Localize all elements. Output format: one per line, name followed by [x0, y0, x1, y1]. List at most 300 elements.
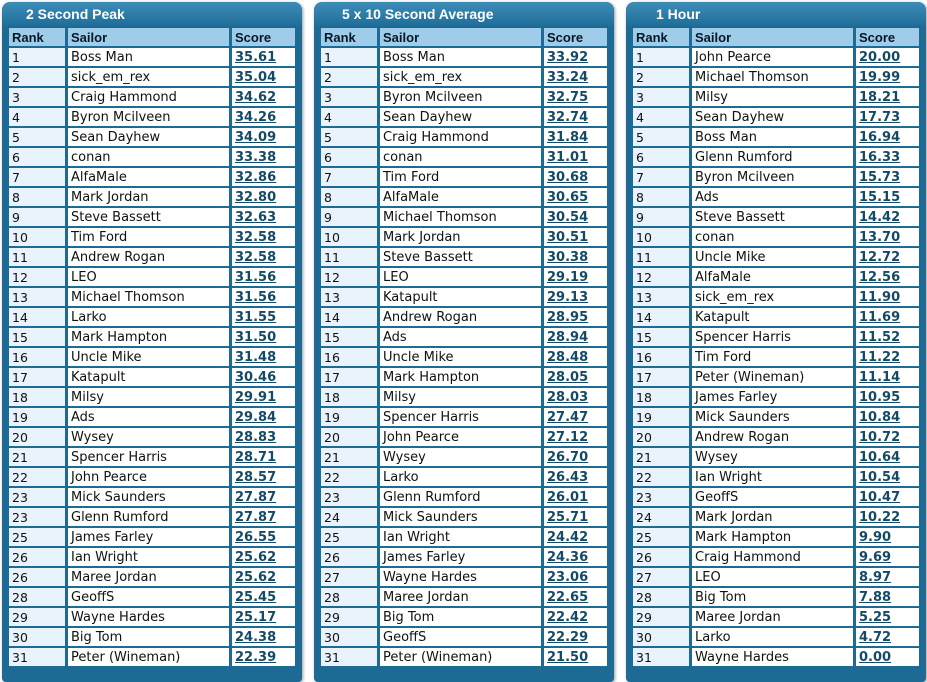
score-link[interactable]: 30.65 [547, 189, 589, 205]
sailor-cell: Ian Wright [689, 468, 853, 486]
rank-cell: 29 [633, 608, 689, 626]
sailor-cell: Andrew Rogan [65, 248, 229, 266]
score-cell [853, 88, 919, 106]
score-link[interactable]: 28.03 [547, 389, 589, 405]
score-link[interactable]: 32.80 [235, 189, 277, 205]
rank-cell: 11 [321, 248, 377, 266]
panel-1-hour [626, 2, 926, 682]
rank-cell: 2 [321, 68, 377, 86]
score-link[interactable]: 33.92 [547, 49, 589, 65]
sailor-cell: Uncle Mike [689, 248, 853, 266]
score-link[interactable]: 28.48 [547, 349, 589, 365]
table-row [321, 368, 607, 386]
score-link[interactable]: 11.69 [859, 309, 901, 325]
score-link[interactable]: 31.55 [235, 309, 277, 325]
score-link[interactable]: 10.22 [859, 509, 901, 525]
score-link[interactable]: 12.72 [859, 249, 901, 265]
sailor-header: Sailor [65, 28, 229, 46]
score-cell [229, 508, 295, 526]
rank-cell: 25 [321, 528, 377, 546]
rank-cell: 27 [321, 568, 377, 586]
score-cell [541, 128, 607, 146]
sailor-cell: Glenn Rumford [377, 488, 541, 506]
header-row [633, 28, 919, 46]
sailor-cell: Katapult [377, 288, 541, 306]
table-row [633, 328, 919, 346]
score-cell [541, 448, 607, 466]
sailor-cell: Mick Saunders [689, 408, 853, 426]
sailor-cell: Steve Bassett [689, 208, 853, 226]
rank-cell: 7 [633, 168, 689, 186]
score-link[interactable]: 23.06 [547, 569, 589, 585]
rank-cell: 22 [633, 468, 689, 486]
score-link[interactable]: 27.12 [547, 429, 589, 445]
sailor-cell: Katapult [65, 368, 229, 386]
score-link[interactable]: 24.42 [547, 529, 589, 545]
rank-cell: 17 [321, 368, 377, 386]
score-link[interactable]: 30.54 [547, 209, 589, 225]
score-link[interactable]: 10.95 [859, 389, 901, 405]
rank-cell: 4 [321, 108, 377, 126]
table-row [633, 508, 919, 526]
table-row [9, 288, 295, 306]
table-row [321, 248, 607, 266]
score-link[interactable]: 27.87 [235, 489, 277, 505]
table-row [321, 568, 607, 586]
score-cell [853, 348, 919, 366]
score-cell [541, 308, 607, 326]
panel-title: 1 Hour [626, 2, 926, 26]
score-link[interactable]: 34.09 [235, 129, 277, 145]
rank-cell: 8 [633, 188, 689, 206]
score-link[interactable]: 10.54 [859, 469, 901, 485]
rank-cell: 26 [321, 548, 377, 566]
table-row [321, 648, 607, 666]
score-link[interactable]: 10.84 [859, 409, 901, 425]
score-link[interactable]: 12.56 [859, 269, 901, 285]
score-link[interactable]: 34.62 [235, 89, 277, 105]
rank-cell: 25 [633, 528, 689, 546]
score-link[interactable]: 22.42 [547, 609, 589, 625]
rank-cell: 4 [633, 108, 689, 126]
score-link[interactable]: 33.38 [235, 149, 277, 165]
score-link[interactable]: 25.62 [235, 569, 277, 585]
score-cell [229, 168, 295, 186]
score-link[interactable]: 30.68 [547, 169, 589, 185]
score-link[interactable]: 21.50 [547, 649, 589, 665]
rank-cell: 28 [9, 588, 65, 606]
rank-cell: 17 [9, 368, 65, 386]
sailor-cell: Big Tom [65, 628, 229, 646]
score-link[interactable]: 29.91 [235, 389, 277, 405]
table-row [633, 388, 919, 406]
rank-cell: 15 [633, 328, 689, 346]
score-link[interactable]: 30.46 [235, 369, 277, 385]
rank-cell: 1 [633, 48, 689, 66]
rank-cell: 18 [9, 388, 65, 406]
score-link[interactable]: 35.04 [235, 69, 277, 85]
rank-cell: 19 [9, 408, 65, 426]
sailor-cell: James Farley [65, 528, 229, 546]
sailor-cell: Milsy [377, 388, 541, 406]
score-link[interactable]: 30.51 [547, 229, 589, 245]
score-link[interactable]: 30.38 [547, 249, 589, 265]
score-link[interactable]: 20.00 [859, 49, 901, 65]
rank-cell: 28 [633, 588, 689, 606]
rank-cell: 29 [321, 608, 377, 626]
score-link[interactable]: 9.90 [859, 529, 892, 545]
sailor-cell: GeoffS [377, 628, 541, 646]
score-link[interactable]: 16.94 [859, 129, 901, 145]
rank-cell: 14 [633, 308, 689, 326]
sailor-cell: Mark Jordan [377, 228, 541, 246]
score-link[interactable]: 27.87 [235, 509, 277, 525]
table-row [9, 248, 295, 266]
score-link[interactable]: 28.83 [235, 429, 277, 445]
table-row [321, 548, 607, 566]
leaderboard-table [633, 26, 919, 668]
sailor-cell: Michael Thomson [65, 288, 229, 306]
score-link[interactable]: 13.70 [859, 229, 901, 245]
table-row [321, 288, 607, 306]
rank-cell: 5 [321, 128, 377, 146]
table-row [9, 468, 295, 486]
score-link[interactable]: 0.00 [859, 649, 892, 665]
table-row [633, 488, 919, 506]
table-row [321, 448, 607, 466]
score-cell [229, 208, 295, 226]
score-link[interactable]: 24.38 [235, 629, 277, 645]
rank-cell: 26 [633, 548, 689, 566]
score-link[interactable]: 26.70 [547, 449, 589, 465]
table-row [633, 448, 919, 466]
rank-cell: 13 [9, 288, 65, 306]
rank-cell: 6 [633, 148, 689, 166]
score-cell [541, 148, 607, 166]
sailor-cell: Uncle Mike [65, 348, 229, 366]
score-link[interactable]: 28.94 [547, 329, 589, 345]
score-link[interactable]: 32.86 [235, 169, 277, 185]
score-link[interactable]: 25.71 [547, 509, 589, 525]
rank-cell: 30 [9, 628, 65, 646]
sailor-cell: LEO [689, 568, 853, 586]
score-link[interactable]: 11.22 [859, 349, 901, 365]
score-link[interactable]: 7.88 [859, 589, 892, 605]
sailor-cell: Peter (Wineman) [689, 368, 853, 386]
score-cell [541, 108, 607, 126]
rank-cell: 6 [9, 148, 65, 166]
score-link[interactable]: 27.47 [547, 409, 589, 425]
score-link[interactable]: 17.73 [859, 109, 901, 125]
sailor-cell: Mark Hampton [689, 528, 853, 546]
score-cell [853, 628, 919, 646]
score-cell [853, 108, 919, 126]
sailor-cell: Mark Hampton [65, 328, 229, 346]
score-cell [853, 368, 919, 386]
score-cell [229, 228, 295, 246]
sailor-cell: Larko [689, 628, 853, 646]
rank-cell: 5 [9, 128, 65, 146]
score-link[interactable]: 10.64 [859, 449, 901, 465]
score-cell [541, 628, 607, 646]
rank-cell: 15 [9, 328, 65, 346]
rank-cell: 10 [9, 228, 65, 246]
sailor-cell: John Pearce [689, 48, 853, 66]
sailor-cell: Glenn Rumford [65, 508, 229, 526]
sailor-cell: Wayne Hardes [65, 608, 229, 626]
score-link[interactable]: 18.21 [859, 89, 901, 105]
table-row [321, 488, 607, 506]
score-cell [853, 308, 919, 326]
score-link[interactable]: 15.15 [859, 189, 901, 205]
score-link[interactable]: 25.45 [235, 589, 277, 605]
sailor-cell: Byron Mcilveen [65, 108, 229, 126]
rank-cell: 16 [321, 348, 377, 366]
score-cell [541, 288, 607, 306]
table-row [633, 188, 919, 206]
sailor-cell: Tim Ford [65, 228, 229, 246]
score-link[interactable]: 22.39 [235, 649, 277, 665]
sailor-header: Sailor [689, 28, 853, 46]
score-cell [229, 108, 295, 126]
score-link[interactable]: 14.42 [859, 209, 901, 225]
table-row [9, 328, 295, 346]
score-link[interactable]: 11.90 [859, 289, 901, 305]
score-cell [541, 608, 607, 626]
score-cell [853, 408, 919, 426]
rank-cell: 24 [321, 508, 377, 526]
rank-header: Rank [321, 28, 377, 46]
score-link[interactable]: 29.84 [235, 409, 277, 425]
score-cell [541, 528, 607, 546]
score-cell [541, 368, 607, 386]
table-row [9, 628, 295, 646]
score-link[interactable]: 28.57 [235, 469, 277, 485]
sailor-cell: Tim Ford [689, 348, 853, 366]
rank-cell: 14 [321, 308, 377, 326]
score-link[interactable]: 34.26 [235, 109, 277, 125]
table-row [9, 108, 295, 126]
score-link[interactable]: 24.36 [547, 549, 589, 565]
score-link[interactable]: 28.05 [547, 369, 589, 385]
table-row [9, 368, 295, 386]
sailor-cell: Michael Thomson [377, 208, 541, 226]
table-row [9, 188, 295, 206]
table-row [633, 468, 919, 486]
score-link[interactable]: 29.13 [547, 289, 589, 305]
score-cell [229, 368, 295, 386]
rank-cell: 22 [9, 468, 65, 486]
table-row [9, 428, 295, 446]
table-row [321, 508, 607, 526]
sailor-cell: GeoffS [689, 488, 853, 506]
rank-cell: 7 [321, 168, 377, 186]
rank-cell: 26 [9, 548, 65, 566]
score-cell [541, 548, 607, 566]
score-cell [541, 468, 607, 486]
rank-cell: 31 [321, 648, 377, 666]
sailor-cell: Uncle Mike [377, 348, 541, 366]
score-cell [541, 428, 607, 446]
score-cell [229, 308, 295, 326]
score-link[interactable]: 4.72 [859, 629, 892, 645]
table-row [633, 408, 919, 426]
table-row [9, 168, 295, 186]
score-cell [229, 428, 295, 446]
score-header: Score [853, 28, 919, 46]
score-link[interactable]: 28.95 [547, 309, 589, 325]
table-row [9, 528, 295, 546]
rank-cell: 1 [9, 48, 65, 66]
table-row [633, 68, 919, 86]
score-cell [229, 148, 295, 166]
score-cell [541, 48, 607, 66]
score-cell [229, 388, 295, 406]
sailor-cell: John Pearce [65, 468, 229, 486]
rank-cell: 12 [321, 268, 377, 286]
rank-cell: 31 [633, 648, 689, 666]
score-link[interactable]: 25.17 [235, 609, 277, 625]
score-cell [229, 48, 295, 66]
score-link[interactable]: 9.69 [859, 549, 892, 565]
sailor-cell: Big Tom [377, 608, 541, 626]
score-link[interactable]: 32.58 [235, 249, 277, 265]
score-link[interactable]: 31.56 [235, 269, 277, 285]
score-link[interactable]: 19.99 [859, 69, 901, 85]
sailor-cell: Glenn Rumford [689, 148, 853, 166]
score-link[interactable]: 32.63 [235, 209, 277, 225]
sailor-cell: Michael Thomson [689, 68, 853, 86]
score-link[interactable]: 5.25 [859, 609, 892, 625]
sailor-cell: Ian Wright [65, 548, 229, 566]
score-cell [229, 448, 295, 466]
score-cell [229, 568, 295, 586]
score-link[interactable]: 26.01 [547, 489, 589, 505]
score-link[interactable]: 32.58 [235, 229, 277, 245]
score-link[interactable]: 11.14 [859, 369, 901, 385]
score-cell [229, 468, 295, 486]
score-cell [853, 648, 919, 666]
rank-cell: 9 [321, 208, 377, 226]
table-row [633, 268, 919, 286]
sailor-cell: conan [689, 228, 853, 246]
rank-cell: 13 [321, 288, 377, 306]
leaderboard-table [9, 26, 295, 668]
score-cell [541, 648, 607, 666]
panel-title: 2 Second Peak [2, 2, 302, 26]
score-cell [853, 128, 919, 146]
sailor-cell: Ads [377, 328, 541, 346]
score-link[interactable]: 26.43 [547, 469, 589, 485]
sailor-cell: Larko [377, 468, 541, 486]
score-link[interactable]: 15.73 [859, 169, 901, 185]
rank-cell: 20 [633, 428, 689, 446]
rank-cell: 3 [633, 88, 689, 106]
sailor-cell: Boss Man [65, 48, 229, 66]
rank-cell: 9 [633, 208, 689, 226]
score-link[interactable]: 11.52 [859, 329, 901, 345]
score-link[interactable]: 10.72 [859, 429, 901, 445]
score-link[interactable]: 31.50 [235, 329, 277, 345]
score-link[interactable]: 31.01 [547, 149, 589, 165]
score-link[interactable]: 31.56 [235, 289, 277, 305]
score-link[interactable]: 28.71 [235, 449, 277, 465]
sailor-cell: Craig Hammond [65, 88, 229, 106]
sailor-cell: LEO [65, 268, 229, 286]
table-row [633, 288, 919, 306]
table-row [633, 428, 919, 446]
score-link[interactable]: 16.33 [859, 149, 901, 165]
sailor-cell: Steve Bassett [65, 208, 229, 226]
table-row [321, 128, 607, 146]
sailor-cell: Andrew Rogan [689, 428, 853, 446]
score-link[interactable]: 26.55 [235, 529, 277, 545]
score-cell [229, 548, 295, 566]
sailor-cell: Milsy [65, 388, 229, 406]
score-header: Score [541, 28, 607, 46]
sailor-cell: Mick Saunders [377, 508, 541, 526]
score-cell [541, 68, 607, 86]
sailor-cell: Wysey [689, 448, 853, 466]
sailor-cell: Wayne Hardes [377, 568, 541, 586]
table-row [633, 528, 919, 546]
score-link[interactable]: 25.62 [235, 549, 277, 565]
rank-cell: 20 [321, 428, 377, 446]
score-link[interactable]: 8.97 [859, 569, 892, 585]
score-link[interactable]: 31.84 [547, 129, 589, 145]
score-cell [541, 588, 607, 606]
score-link[interactable]: 31.48 [235, 349, 277, 365]
score-link[interactable]: 32.75 [547, 89, 589, 105]
rank-cell: 18 [321, 388, 377, 406]
sailor-cell: Andrew Rogan [377, 308, 541, 326]
rank-cell: 8 [321, 188, 377, 206]
sailor-cell: Byron Mcilveen [689, 168, 853, 186]
sailor-cell: Craig Hammond [377, 128, 541, 146]
table-row [9, 488, 295, 506]
sailor-cell: Big Tom [689, 588, 853, 606]
table-row [9, 648, 295, 666]
table-row [321, 168, 607, 186]
rank-cell: 21 [9, 448, 65, 466]
sailor-cell: Craig Hammond [689, 548, 853, 566]
score-link[interactable]: 35.61 [235, 49, 277, 65]
table-row [633, 88, 919, 106]
score-link[interactable]: 22.65 [547, 589, 589, 605]
table-row [321, 268, 607, 286]
table-row [321, 428, 607, 446]
rank-cell: 10 [633, 228, 689, 246]
score-cell [541, 248, 607, 266]
score-cell [229, 268, 295, 286]
score-cell [853, 148, 919, 166]
score-cell [541, 408, 607, 426]
score-link[interactable]: 10.47 [859, 489, 901, 505]
sailor-cell: Spencer Harris [689, 328, 853, 346]
score-link[interactable]: 32.74 [547, 109, 589, 125]
table-row [633, 588, 919, 606]
score-link[interactable]: 29.19 [547, 269, 589, 285]
sailor-cell: Mark Hampton [377, 368, 541, 386]
score-link[interactable]: 22.29 [547, 629, 589, 645]
sailor-cell: Maree Jordan [689, 608, 853, 626]
sailor-cell: Peter (Wineman) [65, 648, 229, 666]
table-row [321, 88, 607, 106]
score-link[interactable]: 33.24 [547, 69, 589, 85]
rank-cell: 23 [9, 508, 65, 526]
rank-cell: 27 [633, 568, 689, 586]
table-row [633, 108, 919, 126]
